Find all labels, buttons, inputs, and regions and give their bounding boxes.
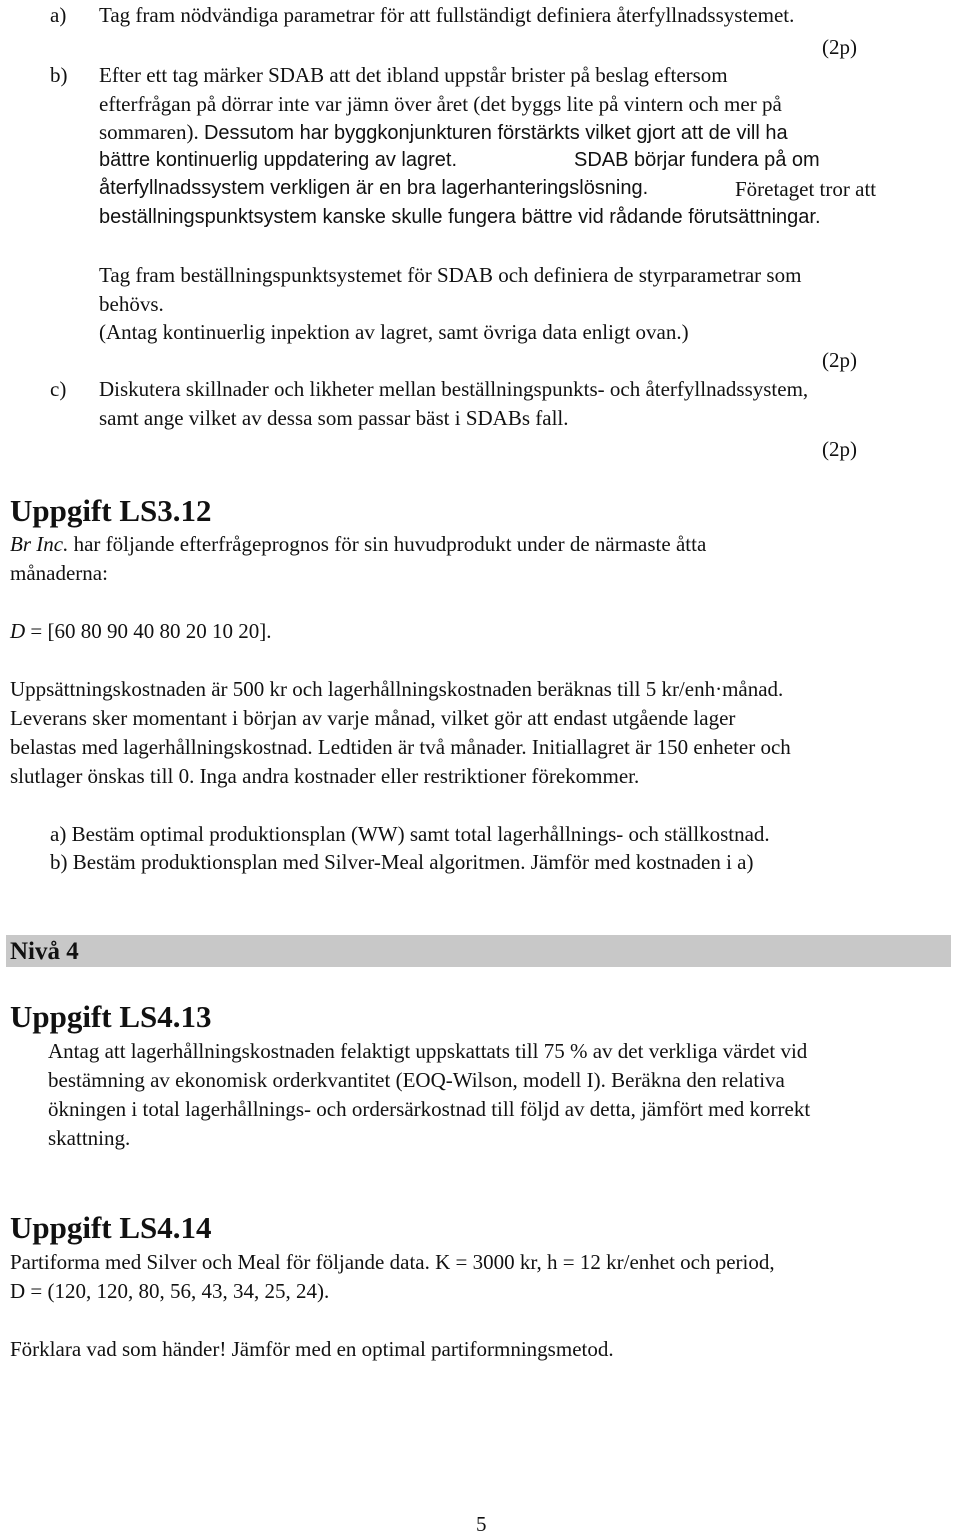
level-title: Nivå 4 bbox=[10, 938, 79, 965]
part-c-points: (2p) bbox=[822, 437, 857, 461]
part-b-line-8: beställningspunktsystem kanske skulle fungera bättre vid rådande förutsättningar. bbox=[99, 206, 821, 228]
part-a-text: Tag fram nödvändiga parametrar för att fullständigt definiera återfyllnadssystemet. bbox=[99, 3, 795, 27]
ls312-demand bbox=[10, 619, 272, 643]
ls413-line-3: ökningen i total lagerhållnings- och ordersärkostnad till följd av detta, jämfört med korrekt bbox=[48, 1097, 811, 1121]
part-c-line-2: samt ange vilket av dessa som passar bäst i SDABs fall. bbox=[99, 406, 569, 430]
ls413-title: Uppgift LS4.13 bbox=[10, 999, 212, 1034]
part-a-label: a) bbox=[50, 3, 67, 27]
ls413-line-1: Antag att lagerhållningskostnaden felaktigt uppskattats till 75 % av det verkliga värdet vid bbox=[48, 1039, 808, 1063]
ls312-body-4: slutlager önskas till 0. Inga andra kostnader eller restriktioner förekommer. bbox=[10, 764, 640, 788]
part-b-task-1: Tag fram beställningspunktsystemet för SDAB och definiera de styrparametrar som bbox=[99, 263, 802, 287]
ls413-line-2: bestämning av ekonomisk orderkvantitet (EOQ-Wilson, modell I). Beräkna den relativa bbox=[48, 1068, 785, 1092]
ls413-line-4: skattning. bbox=[48, 1126, 131, 1150]
ls312-body-2: Leverans sker momentant i början av varje månad, vilket gör att endast utgående lager bbox=[10, 706, 736, 730]
part-b-line-5: SDAB börjar fundera på om bbox=[574, 149, 820, 171]
part-b-line-7: Företaget tror att bbox=[735, 177, 877, 201]
part-a-points: (2p) bbox=[822, 35, 857, 59]
ls414-final: Förklara vad som händer! Jämför med en optimal partiformningsmetod. bbox=[10, 1337, 614, 1361]
part-c-label: c) bbox=[50, 377, 67, 401]
part-b-line-6: återfyllnadssystem verkligen är en bra lagerhanteringslösning. bbox=[99, 177, 649, 199]
part-b-task-3: (Antag kontinuerlig inpektion av lagret, samt övriga data enligt ovan.) bbox=[99, 320, 689, 344]
part-b-task-2: behövs. bbox=[99, 292, 164, 316]
level-band bbox=[6, 935, 951, 967]
ls312-demand-var: D bbox=[10, 619, 26, 643]
part-b-line-3-wrap bbox=[99, 120, 788, 145]
ls414-line-1: Partiforma med Silver och Meal för följande data. K = 3000 kr, h = 12 kr/enhet och period, bbox=[10, 1250, 775, 1274]
part-b-label: b) bbox=[50, 63, 68, 87]
part-b-line-2: efterfrågan på dörrar inte var jämn över året (det byggs lite på vintern och mer på bbox=[99, 92, 782, 116]
ls414-line-2: D = (120, 120, 80, 56, 43, 34, 25, 24). bbox=[10, 1279, 330, 1303]
ls312-body-3: belastas med lagerhållningskostnad. Ledtiden är två månader. Initiallagret är 150 enheter och bbox=[10, 735, 791, 759]
ls312-intro-line2: månaderna: bbox=[10, 561, 108, 585]
part-b-points: (2p) bbox=[822, 348, 857, 372]
ls414-title: Uppgift LS4.14 bbox=[10, 1210, 212, 1245]
part-b-line-3a: sommaren). bbox=[99, 120, 199, 144]
ls312-intro bbox=[10, 532, 706, 556]
ls312-demand-values: = [60 80 90 40 80 20 10 20]. bbox=[25, 619, 272, 643]
part-b-line-4: bättre kontinuerlig uppdatering av lagret. bbox=[99, 149, 458, 171]
part-c-line-1: Diskutera skillnader och likheter mellan beställningspunkts- och återfyllnadssystem, bbox=[99, 377, 809, 401]
ls312-title: Uppgift LS3.12 bbox=[10, 493, 212, 528]
ls312-intro-rest: har följande efterfrågeprognos för sin huvudprodukt under de närmaste åtta bbox=[68, 532, 707, 556]
ls312-question-b: b) Bestäm produktionsplan med Silver-Meal algoritmen. Jämför med kostnaden i a) bbox=[50, 850, 754, 874]
part-b-line-3b: Dessutom har byggkonjunkturen förstärkts vilket gjort att de vill ha bbox=[203, 122, 788, 144]
page-number: 5 bbox=[476, 1512, 487, 1536]
part-b-line-1: Efter ett tag märker SDAB att det ibland uppstår brister på beslag eftersom bbox=[99, 63, 728, 87]
ls312-company: Br Inc. bbox=[10, 532, 69, 556]
ls312-question-a: a) Bestäm optimal produktionsplan (WW) samt total lagerhållnings- och ställkostnad. bbox=[50, 822, 770, 846]
ls312-body-1: Uppsättningskostnaden är 500 kr och lagerhållningskostnaden beräknas till 5 kr/enh·månad. bbox=[10, 677, 784, 701]
